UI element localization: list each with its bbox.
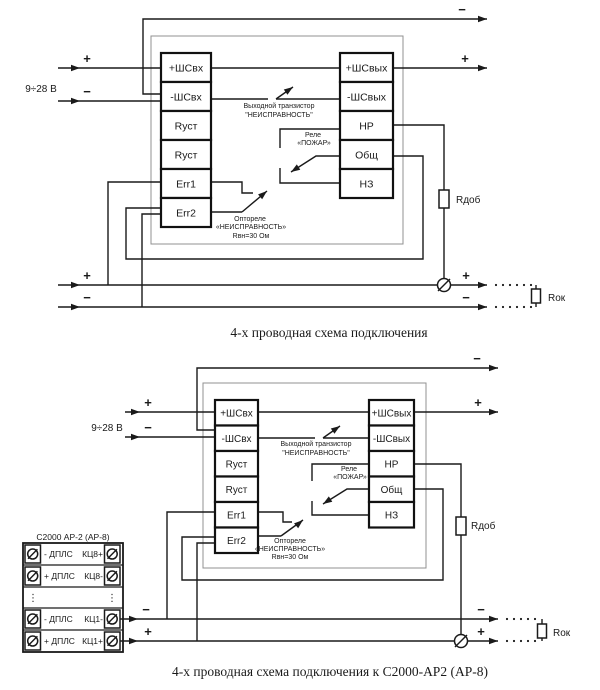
- polarity-mark: +: [477, 624, 485, 639]
- arrowhead: [71, 65, 80, 71]
- arrowhead: [294, 518, 305, 529]
- terminal-label: Err2: [227, 536, 246, 547]
- screw-terminal-icon: [25, 632, 41, 650]
- optorelay-note-line2: «НЕИСПРАВНОСТЬ»: [215, 224, 287, 231]
- terminal-label: -ШСвых: [372, 434, 411, 445]
- arrowhead: [131, 434, 140, 440]
- ar2-row-left-label: - ДПЛС: [44, 614, 73, 624]
- polarity-mark: +: [83, 268, 91, 283]
- arrowhead: [71, 304, 80, 310]
- polarity-mark: +: [144, 624, 152, 639]
- terminal-label: Rуст: [174, 120, 198, 133]
- screw-terminal-icon: [25, 567, 41, 585]
- top-arrowheads: [71, 16, 487, 310]
- optorelay-note-line1: Оптореле: [234, 216, 266, 223]
- ar2-terminal-block: [23, 532, 123, 652]
- arrowhead: [321, 496, 332, 506]
- top-diagram: [25, 2, 566, 340]
- terminal-label: Err1: [227, 510, 246, 522]
- relay-nc-contact: [312, 501, 369, 515]
- terminal-label: НЗ: [359, 178, 374, 191]
- relay-note-line1: Реле: [305, 132, 321, 139]
- arrowhead: [129, 638, 138, 644]
- bottom-diagram: [23, 351, 571, 679]
- relay-note-line2: «ПОЖАР»: [333, 474, 367, 481]
- transistor-note-line1: Выходной транзистор: [243, 103, 315, 110]
- terminal-label: Err1: [176, 178, 196, 191]
- ar2-row-left-label: + ДПЛС: [44, 636, 75, 646]
- arrowhead: [489, 638, 498, 644]
- rok-label: Rок: [548, 293, 566, 304]
- terminal-label: Общ: [355, 149, 378, 162]
- ar2-row-left-label: + ДПЛС: [44, 571, 75, 581]
- arrowhead: [478, 16, 487, 22]
- wire-continuation-dots: [506, 618, 536, 642]
- terminal-label: +ШСвх: [220, 408, 253, 420]
- ar2-row-right-label: КЦ1-: [84, 614, 103, 624]
- optorelay-fixed-contact: [211, 182, 253, 193]
- input-terminal-block: [215, 400, 258, 553]
- rdob-resistor: [439, 190, 449, 208]
- polarity-mark: −: [473, 351, 481, 366]
- output-terminal-block: [340, 53, 393, 198]
- terminal-label: Общ: [380, 485, 403, 496]
- rok-label: Rок: [553, 628, 571, 639]
- junction-terminal-icon: [455, 635, 468, 648]
- junction-terminal-icon: [438, 279, 451, 292]
- screw-terminal-icon: [105, 632, 121, 650]
- ar2-ellipsis: ⋮: [107, 593, 117, 604]
- polarity-mark: −: [83, 84, 91, 99]
- terminal-label: Rуст: [225, 485, 248, 496]
- polarity-mark: −: [83, 290, 91, 305]
- terminal-label: +ШСвых: [371, 408, 412, 420]
- arrowhead: [478, 282, 487, 288]
- terminal-label: -ШСвх: [221, 434, 252, 445]
- terminal-label: НЗ: [384, 510, 399, 522]
- transistor-note-line2: "НЕИСПРАВНОСТЬ": [245, 112, 313, 119]
- polarity-mark: −: [144, 420, 152, 435]
- terminal-label: НР: [359, 120, 374, 133]
- power-source-label: 9÷28 В: [25, 84, 57, 95]
- relay-note-line1: Реле: [341, 466, 357, 473]
- polarity-mark: +: [83, 51, 91, 66]
- arrowhead: [489, 365, 498, 371]
- ar2-row-right-label: КЦ8+: [82, 549, 103, 559]
- polarity-mark: +: [474, 395, 482, 410]
- relay-note-line2: «ПОЖАР»: [297, 140, 331, 147]
- ar2-title: С2000 АР-2 (АР-8): [36, 532, 110, 542]
- screw-terminal-icon: [25, 545, 41, 563]
- terminal-label: -ШСвых: [346, 91, 387, 104]
- polarity-mark: −: [458, 2, 466, 17]
- wire-err2-plus-loop: [197, 543, 258, 641]
- arrowhead: [489, 409, 498, 415]
- optorelay-note-line1: Оптореле: [274, 538, 306, 545]
- ar2-ellipsis: ⋮: [28, 593, 38, 604]
- rdob-label: Rдоб: [471, 521, 496, 532]
- polarity-mark: +: [462, 268, 470, 283]
- input-terminal-block: [161, 53, 211, 227]
- optorelay-note-line3: Rвн=30 Ом: [271, 554, 309, 561]
- transistor-note-line2: "НЕИСПРАВНОСТЬ": [282, 450, 350, 457]
- screw-terminal-icon: [105, 610, 121, 628]
- terminal-label: Rуст: [174, 149, 198, 162]
- arrowhead: [71, 282, 80, 288]
- screw-terminal-icon: [25, 610, 41, 628]
- wire-nr-rdob: [414, 464, 461, 517]
- rdob-resistor: [456, 517, 466, 535]
- arrowhead: [129, 616, 138, 622]
- rok-resistor: [538, 624, 547, 638]
- optorelay-note-line3: Rвн=30 Ом: [232, 233, 270, 240]
- arrowhead: [284, 84, 295, 94]
- output-terminal-block: [369, 400, 414, 528]
- polarity-mark: +: [144, 395, 152, 410]
- polarity-mark: −: [462, 290, 470, 305]
- optorelay-fixed-contact: [258, 512, 292, 522]
- relay-nc-contact: [280, 168, 340, 183]
- polarity-mark: −: [142, 602, 150, 617]
- terminal-label: -ШСвх: [170, 91, 202, 104]
- bottom-diagram-caption: 4-х проводная схема подключения к С2000-АР2 (АР-8): [172, 664, 488, 679]
- screw-terminal-icon: [105, 545, 121, 563]
- polarity-mark: +: [461, 51, 469, 66]
- transistor-note-line1: Выходной транзистор: [280, 441, 352, 448]
- terminal-label: Err2: [176, 207, 196, 220]
- arrowhead: [131, 409, 140, 415]
- rok-resistor: [532, 289, 541, 303]
- power-source-label: 9÷28 В: [91, 423, 123, 434]
- arrowhead: [478, 65, 487, 71]
- ar2-row-right-label: КЦ1+: [82, 636, 103, 646]
- screw-terminal-icon: [105, 567, 121, 585]
- arrowhead: [489, 616, 498, 622]
- polarity-mark: −: [477, 602, 485, 617]
- wire-continuation-dots: [495, 284, 532, 308]
- terminal-label: +ШСвх: [168, 62, 204, 75]
- terminal-label: +ШСвых: [345, 62, 388, 75]
- optorelay-note-line2: «НЕИСПРАВНОСТЬ»: [254, 546, 326, 553]
- ar2-row-right-label: КЦ8-: [84, 571, 103, 581]
- arrowhead: [71, 98, 80, 104]
- arrowhead: [478, 304, 487, 310]
- ar2-row-left-label: - ДПЛС: [44, 549, 73, 559]
- rdob-label: Rдоб: [456, 195, 481, 206]
- wire-nr-rdob: [393, 125, 444, 190]
- terminal-label: Rуст: [225, 459, 248, 471]
- arrowhead: [289, 164, 300, 174]
- arrowhead: [331, 423, 342, 433]
- terminal-label: НР: [384, 459, 399, 471]
- top-diagram-caption: 4-х проводная схема подключения: [230, 325, 428, 340]
